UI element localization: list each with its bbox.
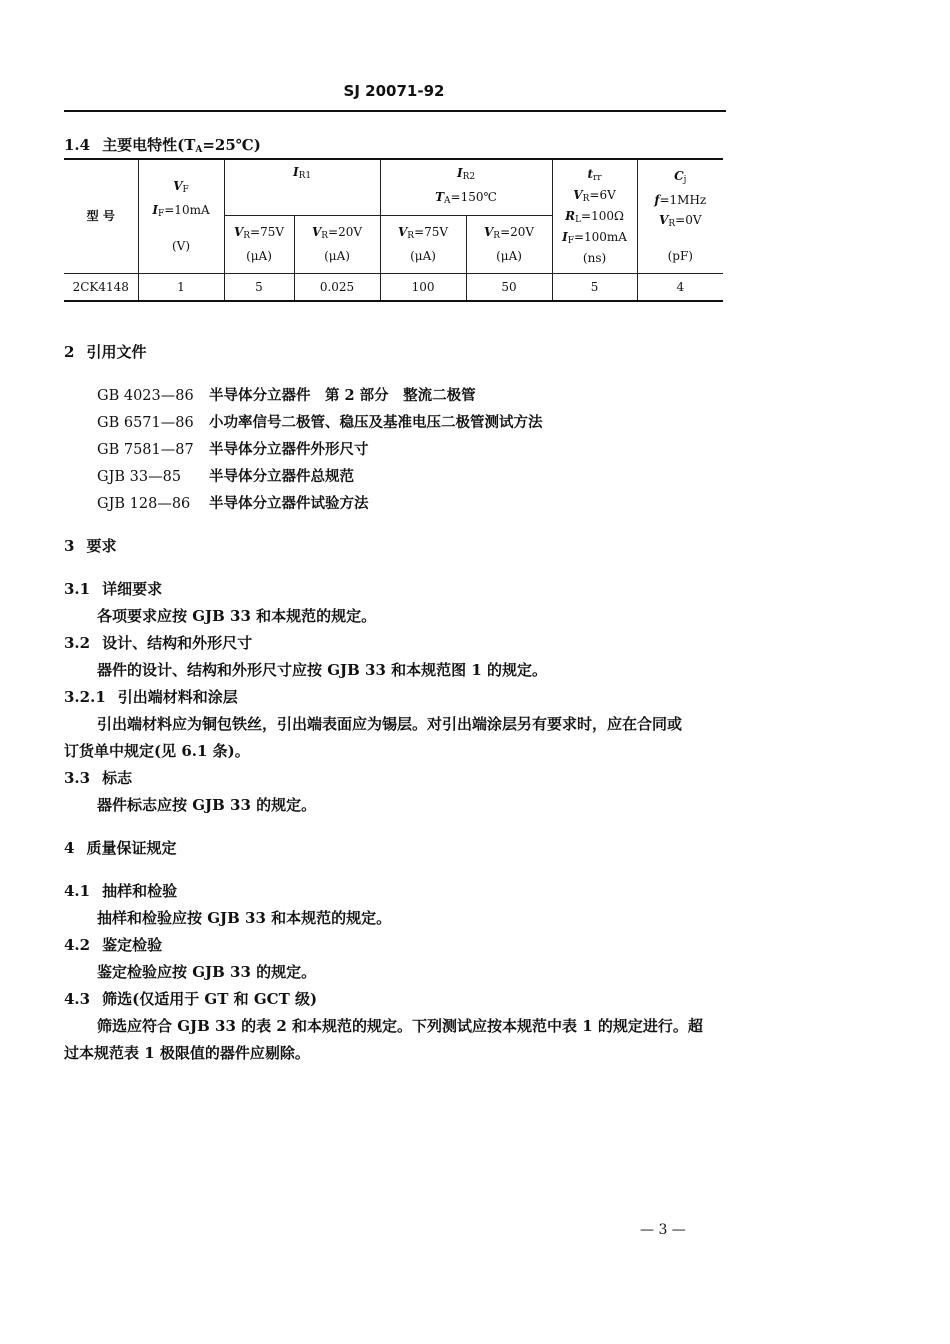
vf-header: $V_F$ $I_F=10mA$ (V) [138, 159, 224, 273]
header-rule [64, 110, 726, 112]
section-4-3-body-line2: 过本规范表 1 极限值的器件应剔除。 [64, 1044, 310, 1062]
section-3-2-body: 器件的设计、结构和外形尺寸应按 GJB 33 和本规范图 1 的规定。 [97, 661, 548, 679]
section-4-2-body: 鉴定检验应按 GJB 33 的规定。 [97, 963, 317, 981]
cell-vf: 1 [138, 273, 224, 301]
cell-ir2-20: 50 [466, 273, 552, 301]
cell-trr: 5 [552, 273, 637, 301]
trr-header: $t_{rr}$ $V_R=6V$ $R_L=100\Omega$ $I_F=100mA$ (ns) [552, 159, 637, 273]
cell-ir2-75: 100 [380, 273, 466, 301]
ir1-header: $I_{R1}$ [224, 159, 380, 215]
ir2-vr20-header: $V_R=20V$ (μA) [466, 215, 552, 273]
document-header: SJ 20071-92 [343, 82, 445, 100]
cj-header: $C_j$ f=1MHz $V_R=0V$ (pF) [637, 159, 723, 273]
list-item: GJB 128—86 半导体分立器件试验方法 [97, 495, 369, 512]
list-item: GB 6571—86 小功率信号二极管、稳压及基准电压二极管测试方法 [97, 414, 543, 431]
page-number: — 3 — [640, 1222, 686, 1238]
list-item: GB 4023—86 半导体分立器件 第 2 部分 整流二极管 [97, 387, 476, 404]
section-4-3-heading: 4.3 筛选(仅适用于 GT 和 GCT 级) [64, 990, 318, 1008]
section-4-3-body-line1: 筛选应符合 GJB 33 的表 2 和本规范的规定。下列测试应按本规范中表 1 的规定进行。超 [97, 1017, 703, 1035]
section-2-heading: 2 引用文件 [64, 343, 147, 361]
cell-model: 2CK4148 [64, 273, 138, 301]
section-1-4-heading: 1.4 主要电特性$(T_A=25℃)$ [64, 136, 261, 155]
ir1-vr20-header: $V_R=20V$ (μA) [294, 215, 380, 273]
cell-ir1-20: 0.025 [294, 273, 380, 301]
section-4-1-body: 抽样和检验应按 GJB 33 和本规范的规定。 [97, 909, 392, 927]
section-3-2-heading: 3.2 设计、结构和外形尺寸 [64, 634, 253, 652]
table-row [64, 273, 723, 301]
electrical-characteristics-table [64, 158, 723, 302]
ir1-vr75-header: $V_R=75V$ (μA) [224, 215, 294, 273]
list-item: GB 7581—87 半导体分立器件外形尺寸 [97, 441, 369, 458]
cell-cj: 4 [637, 273, 723, 301]
model-header: 型 号 [64, 159, 138, 273]
section-3-1-heading: 3.1 详细要求 [64, 580, 163, 598]
section-3-2-1-body-line1: 引出端材料应为铜包铁丝，引出端表面应为锡层。对引出端涂层另有要求时，应在合同或 [97, 715, 683, 733]
section-3-1-body: 各项要求应按 GJB 33 和本规范的规定。 [97, 607, 377, 625]
ir2-vr75-header: $V_R=75V$ (μA) [380, 215, 466, 273]
section-4-2-heading: 4.2 鉴定检验 [64, 936, 163, 954]
section-4-1-heading: 4.1 抽样和检验 [64, 882, 178, 900]
section-3-heading: 3 要求 [64, 537, 117, 555]
cell-ir1-75: 5 [224, 273, 294, 301]
list-item: GJB 33—85 半导体分立器件总规范 [97, 468, 354, 485]
section-3-3-heading: 3.3 标志 [64, 769, 133, 787]
section-4-heading: 4 质量保证规定 [64, 839, 177, 857]
section-3-3-body: 器件标志应按 GJB 33 的规定。 [97, 796, 317, 814]
ir2-header: $I_{R2}$ $T_A=150℃$ [380, 159, 552, 215]
section-3-2-1-body-line2: 订货单中规定(见 6.1 条)。 [64, 742, 250, 760]
section-3-2-1-heading: 3.2.1 引出端材料和涂层 [64, 688, 238, 706]
